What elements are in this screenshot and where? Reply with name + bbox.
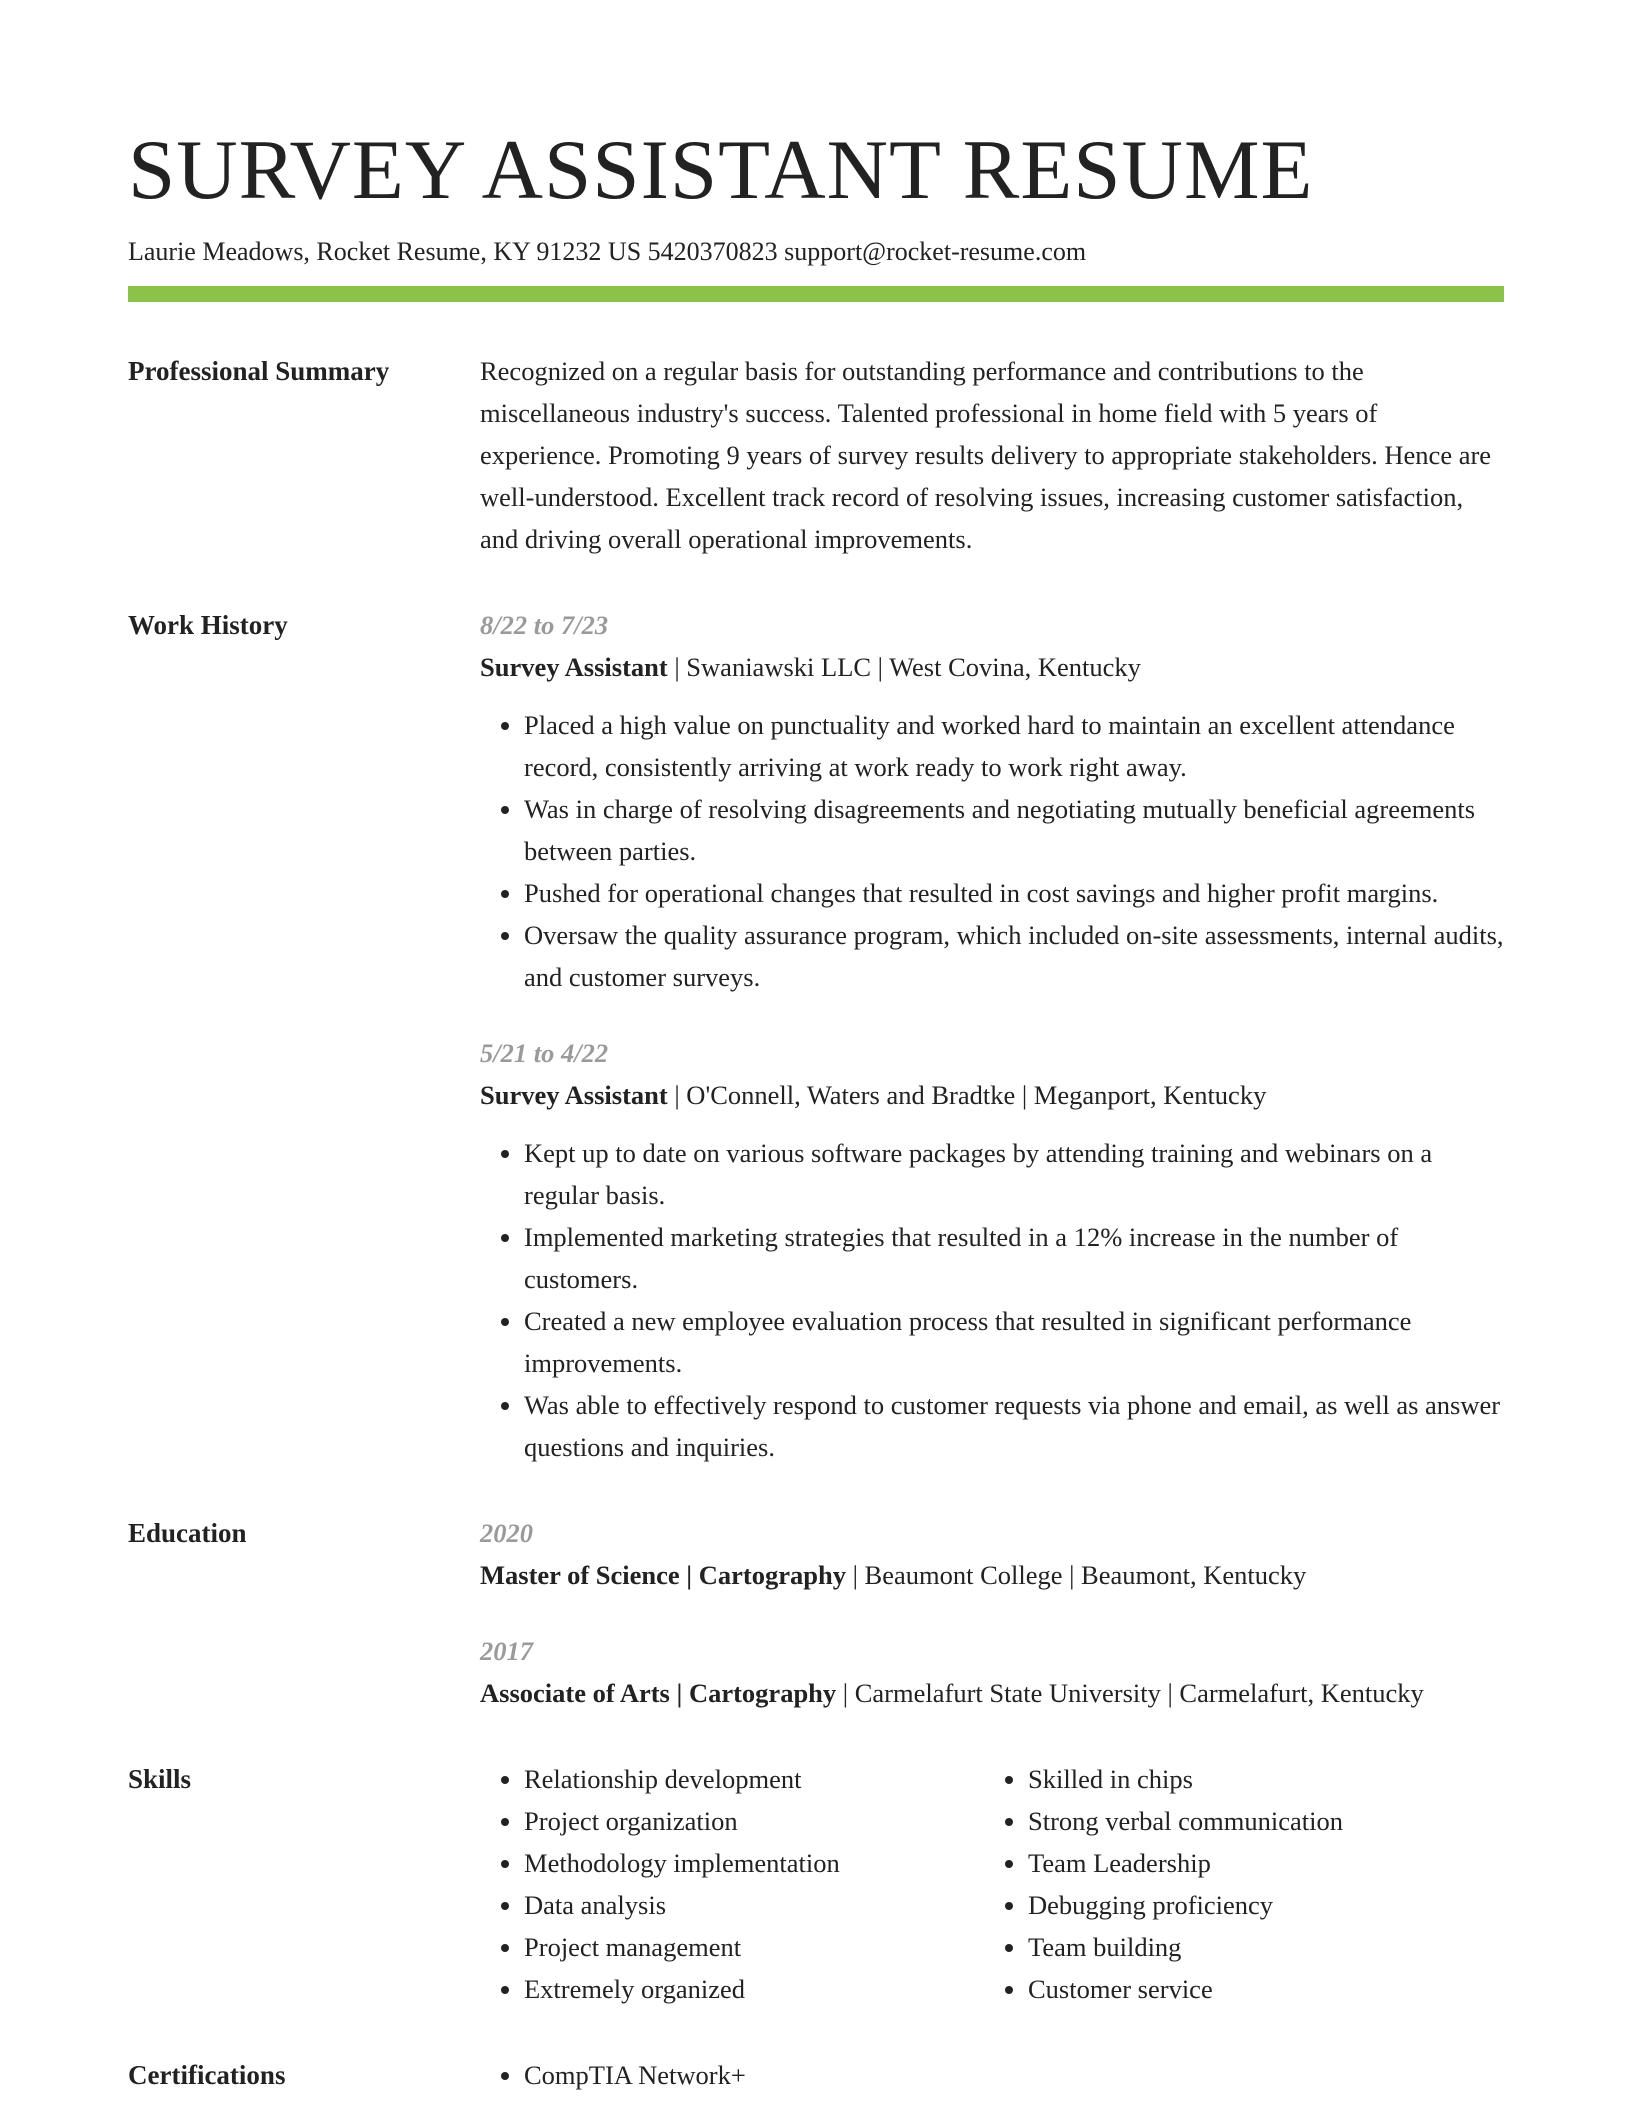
skill-item: • Project management [524,1926,984,1968]
job-bullet: • Was able to effectively respond to customer requests via phone and email, as well as answer questions and inquiries. [524,1384,1504,1468]
skill-item: • Team Leadership [1028,1842,1488,1884]
education-details: | Beaumont College | Beaumont, Kentucky [845,1560,1307,1590]
job-bullet: • Pushed for operational changes that resulted in cost savings and higher profit margins. [524,872,1504,914]
job-heading [480,1074,1504,1116]
education-details: | Carmelafurt State University | Carmelafurt, Kentucky [836,1678,1424,1708]
job-heading [480,646,1504,688]
skills-column-2 [984,1758,1488,2010]
certifications-body [480,2054,1504,2096]
summary-section [128,350,1504,560]
skill-item: • Project organization [524,1800,984,1842]
education-degree: Associate of Arts | Cartography [480,1678,837,1708]
contact-line: Laurie Meadows, Rocket Resume, KY 91232 US 5420370823 support@rocket-resume.com [128,237,1087,266]
job-dates: 8/22 to 7/23 [480,610,609,640]
skill-item: • Methodology implementation [524,1842,984,1884]
job-title: Survey Assistant [480,652,668,682]
education-degree: Master of Science | Cartography [480,1560,846,1590]
education-entry [480,1630,1504,1714]
skill-item: • Strong verbal communication [1028,1800,1488,1842]
job-bullet: • Placed a high value on punctuality and worked hard to maintain an excellent attendance record, consistently arriving at work ready to work right away. [524,704,1504,788]
resume-page [128,0,1504,2096]
work-history-body [480,604,1504,1468]
skill-item: • Relationship development [524,1758,984,1800]
section-label-skills: Skills [128,1764,192,1794]
education-section [128,1512,1504,1714]
job-bullet: • Was in charge of resolving disagreements and negotiating mutually beneficial agreements between parties. [524,788,1504,872]
job-bullet: • Kept up to date on various software packages by attending training and webinars on a regular basis. [524,1132,1504,1216]
job-dates: 5/21 to 4/22 [480,1038,609,1068]
skill-item: • Debugging proficiency [1028,1884,1488,1926]
section-label-education: Education [128,1518,247,1548]
resume-title: SURVEY ASSISTANT RESUME [128,123,1314,217]
skill-item: • Customer service [1028,1968,1488,2010]
section-label-work-history: Work History [128,610,288,640]
education-entry [480,1512,1504,1596]
education-heading [480,1672,1504,1714]
skills-column-1 [480,1758,984,2010]
job-bullets [480,704,1504,998]
skills-section [128,1758,1504,2010]
work-history-section [128,604,1504,1468]
summary-text: Recognized on a regular basis for outstanding performance and contributions to the miscellaneous industry's success. Talented professional in home field with 5 years of experience. Promoting 9 years of survey results delivery to appropriate stakeholders. Hence are well-understood. Excellent track record of resolving issues, increasing customer satisfaction, and driving overall operational improvements. [480,356,1492,554]
certifications-section [128,2054,1504,2096]
job-entry [480,1032,1504,1468]
skills-body [480,1758,1504,2010]
job-details: | Swaniawski LLC | West Covina, Kentucky [667,652,1141,682]
education-year: 2017 [480,1636,533,1666]
certification-item: • CompTIA Network+ [524,2054,1504,2096]
skill-item: • Skilled in chips [1028,1758,1488,1800]
job-entry [480,604,1504,998]
education-body [480,1512,1504,1714]
job-bullet: • Implemented marketing strategies that resulted in a 12% increase in the number of customers. [524,1216,1504,1300]
job-bullets [480,1132,1504,1468]
accent-divider [128,286,1504,302]
skill-item: • Extremely organized [524,1968,984,2010]
certifications-list [480,2054,1504,2096]
section-label-certifications: Certifications [128,2060,286,2090]
summary-body [480,350,1504,560]
education-heading [480,1554,1504,1596]
job-title: Survey Assistant [480,1080,668,1110]
education-year: 2020 [480,1518,533,1548]
job-bullet: • Created a new employee evaluation process that resulted in significant performance improvements. [524,1300,1504,1384]
skill-item: • Team building [1028,1926,1488,1968]
job-bullet: • Oversaw the quality assurance program, which included on-site assessments, internal audits, and customer surveys. [524,914,1504,998]
skill-item: • Data analysis [524,1884,984,1926]
section-label-summary: Professional Summary [128,356,390,386]
job-details: | O'Connell, Waters and Bradtke | Meganport, Kentucky [667,1080,1267,1110]
